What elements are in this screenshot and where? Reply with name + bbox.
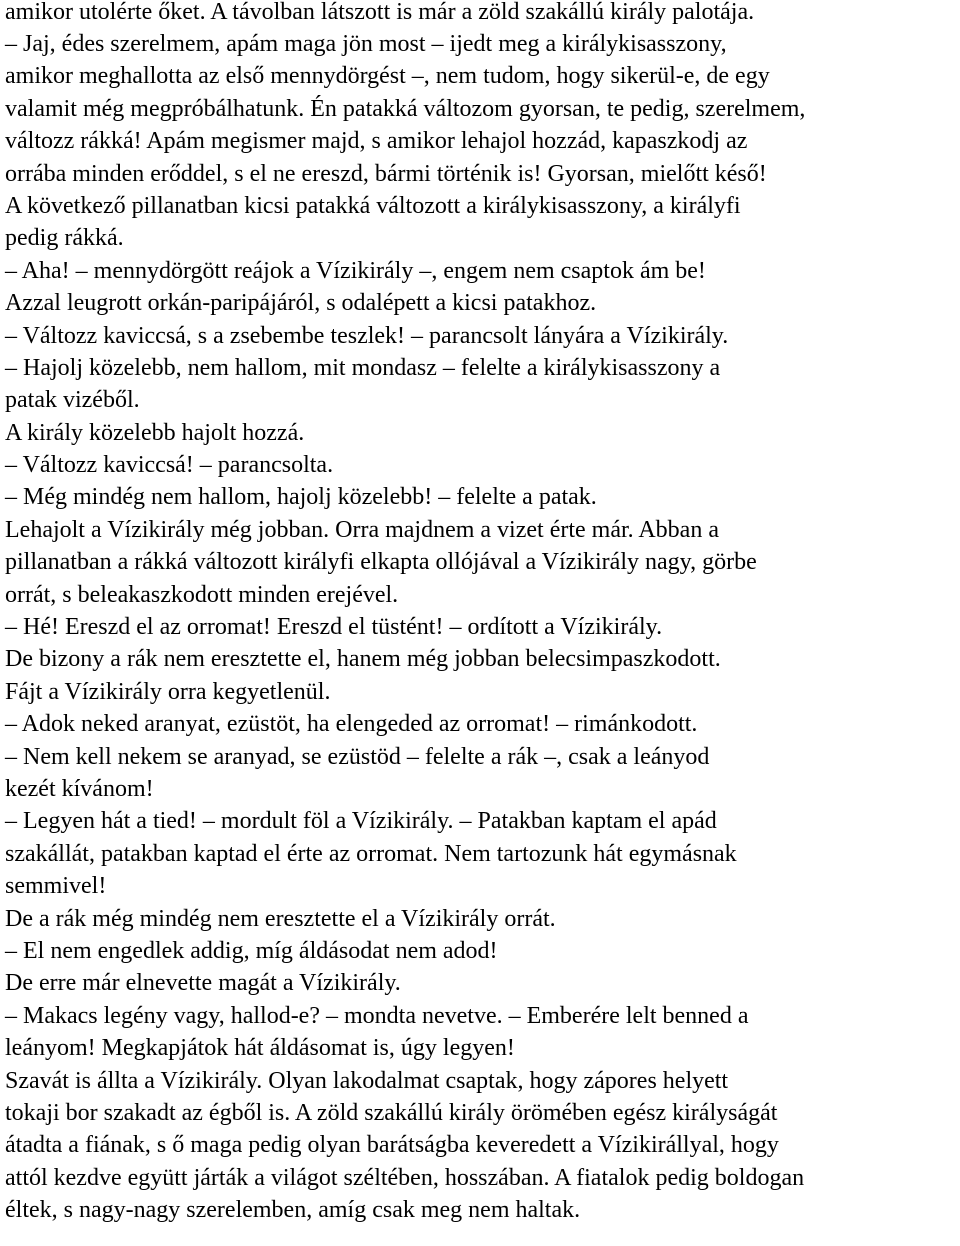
text-line: tokaji bor szakadt az égből is. A zöld szakállú király örömében egész királyságát bbox=[5, 1100, 778, 1126]
text-line: – Legyen hát a tied! – mordult föl a Vízikirály. – Patakban kaptam el apád bbox=[5, 808, 717, 834]
text-line: orrába minden erőddel, s el ne ereszd, bármi történik is! Gyorsan, mielőtt késő! bbox=[5, 161, 767, 187]
text-line: A következő pillanatban kicsi patakká változott a királykisasszony, a királyfi bbox=[5, 193, 741, 219]
text-line: attól kezdve együtt járták a világot széltében, hosszában. A fiatalok pedig boldogan bbox=[5, 1165, 805, 1191]
text-line: A király közelebb hajolt hozzá. bbox=[5, 420, 305, 446]
text-line: – Változz kaviccsá! – parancsolta. bbox=[5, 452, 334, 478]
text-line: kezét kívánom! bbox=[5, 776, 154, 802]
text-line: – Hajolj közelebb, nem hallom, mit mondasz – felelte a királykisasszony a bbox=[5, 355, 721, 381]
text-line: – Változz kaviccsá, s a zsebembe teszlek! – parancsolt lányára a Vízikirály. bbox=[5, 323, 729, 349]
text-line: – Nem kell nekem se aranyad, se ezüstöd – felelte a rák –, csak a leányod bbox=[5, 744, 710, 770]
text-line: átadta a fiának, s ő maga pedig olyan barátságba keveredett a Vízikirállyal, hogy bbox=[5, 1132, 779, 1158]
text-line: valamit még megpróbálhatunk. Én patakká változom gyorsan, te pedig, szerelmem, bbox=[5, 96, 806, 122]
text-line: – El nem engedlek addig, míg áldásodat nem adod! bbox=[5, 938, 498, 964]
text-line: – Még mindég nem hallom, hajolj közelebb! – felelte a patak. bbox=[5, 484, 597, 510]
text-line: amikor meghallotta az első mennydörgést –, nem tudom, hogy sikerül-e, de egy bbox=[5, 63, 770, 89]
text-line: patak vizéből. bbox=[5, 387, 140, 413]
text-line: változz rákká! Apám megismer majd, s amikor lehajol hozzád, kapaszkodj az bbox=[5, 128, 748, 154]
text-line: pillanatban a rákká változott királyfi elkapta ollójával a Vízikirály nagy, görbe bbox=[5, 549, 757, 575]
text-line: orrát, s beleakaszkodott minden erejével. bbox=[5, 582, 399, 608]
text-line: – Makacs legény vagy, hallod-e? – mondta nevetve. – Emberére lelt benned a bbox=[5, 1003, 749, 1029]
text-line: – Aha! – mennydörgött reájok a Vízikirály –, engem nem csaptok ám be! bbox=[5, 258, 706, 284]
text-line: Lehajolt a Vízikirály még jobban. Orra majdnem a vizet érte már. Abban a bbox=[5, 517, 719, 543]
text-line: De erre már elnevette magát a Vízikirály. bbox=[5, 970, 401, 996]
text-line: szakállát, patakban kaptad el érte az orromat. Nem tartozunk hát egymásnak bbox=[5, 841, 737, 867]
text-line: semmivel! bbox=[5, 873, 107, 899]
text-line: De a rák még mindég nem eresztette el a Vízikirály orrát. bbox=[5, 906, 556, 932]
text-line: Azzal leugrott orkán-paripájáról, s odalépett a kicsi patakhoz. bbox=[5, 290, 597, 316]
text-line: amikor utolérte őket. A távolban látszott is már a zöld szakállú király palotája. bbox=[5, 0, 755, 25]
text-line: éltek, s nagy-nagy szerelemben, amíg csak meg nem haltak. bbox=[5, 1197, 581, 1223]
text-line: pedig rákká. bbox=[5, 225, 124, 251]
text-line: De bizony a rák nem eresztette el, hanem még jobban belecsimpaszkodott. bbox=[5, 646, 721, 672]
text-line: Fájt a Vízikirály orra kegyetlenül. bbox=[5, 679, 331, 705]
text-line: – Jaj, édes szerelmem, apám maga jön most – ijedt meg a királykisasszony, bbox=[5, 31, 727, 57]
text-line: Szavát is állta a Vízikirály. Olyan lakodalmat csaptak, hogy zápores helyett bbox=[5, 1068, 729, 1094]
text-line: leányom! Megkapjátok hát áldásomat is, úgy legyen! bbox=[5, 1035, 515, 1061]
text-line: – Adok neked aranyat, ezüstöt, ha elengeded az orromat! – rimánkodott. bbox=[5, 711, 698, 737]
text-line: – Hé! Ereszd el az orromat! Ereszd el tüstént! – ordított a Vízikirály. bbox=[5, 614, 663, 640]
